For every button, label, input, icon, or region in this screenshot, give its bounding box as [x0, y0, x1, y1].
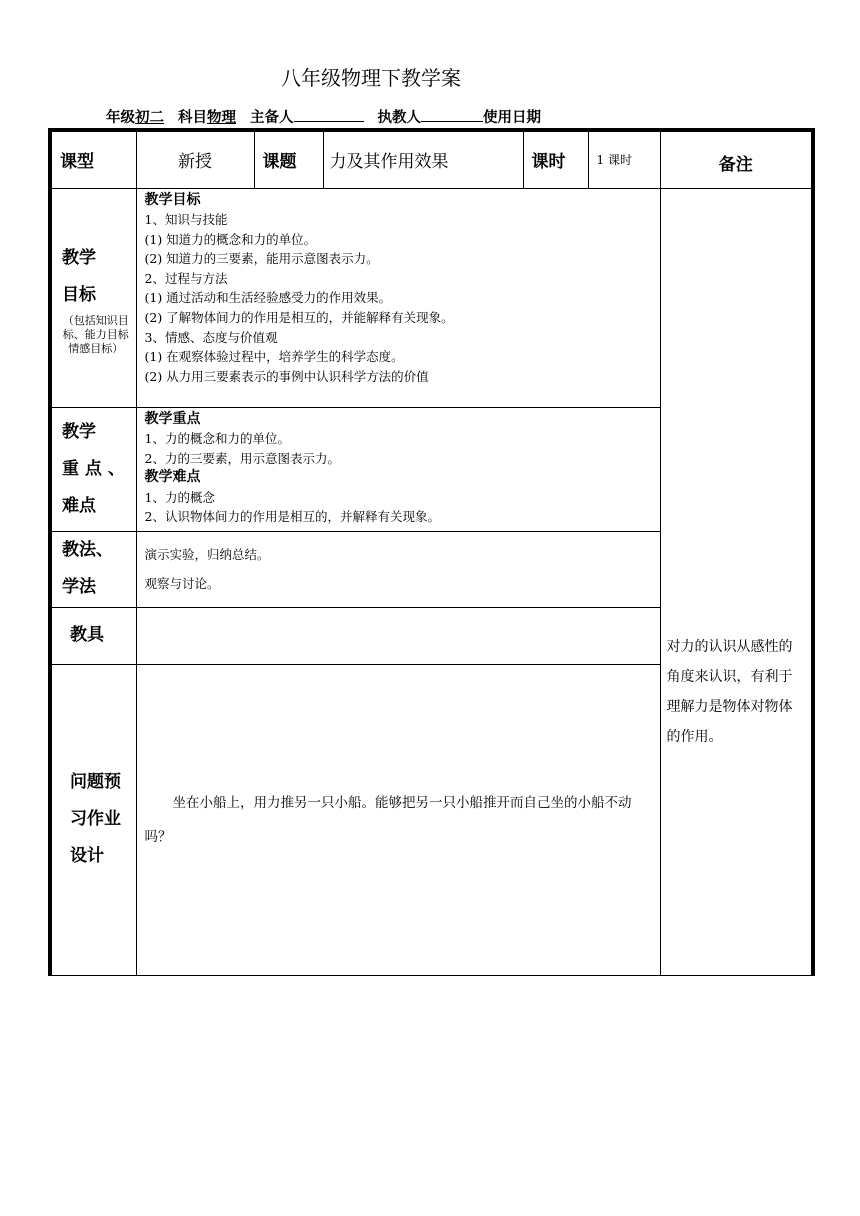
preparer-blank	[294, 107, 364, 122]
key-points-line: 1、力的概念和力的单位。	[144, 431, 290, 447]
preview-label	[50, 664, 136, 975]
remarks-header: 备注	[660, 130, 813, 188]
lesson-type-value: 新授	[136, 130, 254, 188]
objectives-line: 1、知识与技能	[144, 212, 228, 228]
methods-label-line-1: 教法、	[62, 540, 113, 560]
objectives-line: (2) 知道力的三要素，能用示意图表示力。	[144, 251, 379, 267]
objectives-label	[50, 188, 136, 407]
key-points-content	[136, 407, 660, 531]
objectives-label-note: （包括知识目标、能力目标情感目标）	[62, 313, 129, 355]
document-title: 八年级物理下教学案	[281, 66, 461, 90]
remarks-content	[660, 188, 813, 975]
objectives-line: (1) 知道力的概念和力的单位。	[144, 231, 317, 247]
objectives-row	[50, 188, 813, 407]
methods-label-line-2: 学法	[62, 577, 96, 597]
tools-content	[136, 607, 660, 664]
objectives-content	[136, 188, 660, 407]
lesson-plan-table	[48, 128, 815, 976]
date-label: 使用日期	[483, 110, 541, 126]
methods-line: 演示实验，归纳总结。	[144, 547, 270, 562]
preview-content: 坐在小船上，用力推另一只小船。能够把另一只小船推开而自己坐的小船不动吗？	[136, 664, 660, 975]
teacher-label: 执教人	[377, 110, 421, 126]
difficult-points-line: 1、力的概念	[144, 489, 215, 505]
remarks-text: 对力的认识从感性的角度来认识，有利于理解力是物体对物体的作用。	[666, 638, 793, 745]
header-row	[50, 130, 813, 188]
objectives-line: (1) 在观察体验过程中，培养学生的科学态度。	[144, 349, 404, 365]
objectives-heading: 教学目标	[144, 191, 201, 208]
objectives-line: 3、情感、态度与价值观	[144, 329, 278, 345]
lesson-topic-value: 力及其作用效果	[323, 130, 523, 188]
subject-label: 科目	[178, 110, 207, 126]
preview-label-line-1: 问题预	[70, 772, 121, 792]
key-points-label-line-1: 教学	[62, 421, 96, 442]
methods-line: 观察与讨论。	[144, 576, 220, 591]
difficult-points-line: 2、认识物体间力的作用是相互的，并解释有关现象。	[144, 509, 440, 525]
difficult-points-heading: 教学难点	[144, 469, 201, 486]
preparer-label: 主备人	[250, 110, 294, 126]
tools-label: 教具	[50, 607, 136, 664]
teacher-blank	[421, 107, 483, 122]
objectives-line: (2) 从力用三要素表示的事例中认识科学方法的价值	[144, 368, 429, 384]
key-points-label-line-2: 重 点 、	[62, 458, 125, 479]
lesson-type-label: 课型	[50, 130, 136, 188]
grade-value: 初二	[135, 110, 164, 126]
document-info-line	[106, 106, 541, 127]
key-points-line: 2、力的三要素，用示意图表示力。	[144, 450, 340, 466]
methods-label	[50, 531, 136, 607]
lesson-hours-label: 课时	[523, 130, 588, 188]
objectives-label-line-1: 教学	[62, 247, 96, 268]
methods-content	[136, 531, 660, 607]
key-points-label	[50, 407, 136, 531]
subject-value: 物理	[207, 110, 236, 126]
preview-label-line-2: 习作业	[70, 809, 121, 829]
grade-label: 年级	[106, 110, 135, 126]
lesson-topic-label: 课题	[254, 130, 323, 188]
key-points-heading: 教学重点	[144, 410, 201, 427]
preview-label-line-3: 设计	[70, 846, 104, 866]
objectives-line: (1) 通过活动和生活经验感受力的作用效果。	[144, 290, 392, 306]
objectives-line: (2) 了解物体间力的作用是相互的，并能解释有关现象。	[144, 310, 454, 326]
key-points-label-line-3: 难点	[62, 495, 96, 516]
objectives-line: 2、过程与方法	[144, 270, 228, 286]
objectives-label-line-2: 目标	[62, 284, 96, 305]
lesson-hours-value: 1 课时	[588, 130, 660, 188]
